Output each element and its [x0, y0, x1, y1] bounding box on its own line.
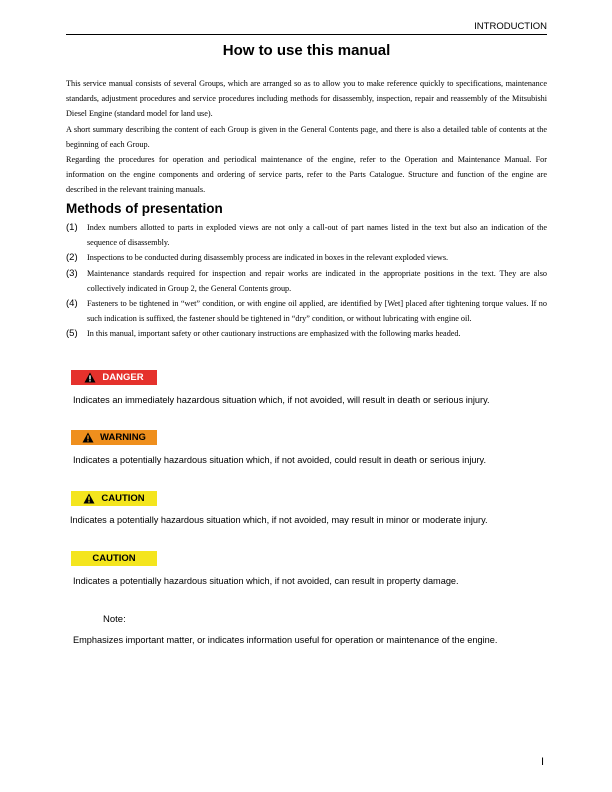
page-title: How to use this manual	[222, 42, 391, 59]
caution-label: CAUTION	[101, 493, 145, 504]
running-header: INTRODUCTION	[66, 20, 547, 35]
note-description: Emphasizes important matter, or indicates information useful for operation or maintenance of the engine.	[73, 635, 498, 645]
item-number: (4)	[66, 298, 78, 310]
intro-paragraph: Regarding the procedures for operation and periodical maintenance of the engine, refer to the Operation and Maintenance Manual. For information on the engine components and ordering of service parts, refer to the Parts Catalogue. Structure and function of the engine are described in the relevant training manuals.	[66, 155, 547, 195]
item-text: Inspections to be conducted during disassembly process are indicated in boxes in the relevant exploded views.	[87, 253, 449, 263]
note-heading: Note:	[103, 614, 126, 625]
methods-list	[66, 220, 547, 342]
warning-badge	[71, 430, 157, 445]
caution-property-description: Indicates a potentially hazardous situation which, if not avoided, can result in property damage.	[73, 576, 459, 586]
warning-label: WARNING	[100, 432, 146, 443]
danger-badge	[71, 370, 157, 385]
intro-paragraph: A short summary describing the content of each Group is given in the General Contents page, and there is also a detailed table of contents at the beginning of each Group.	[66, 124, 547, 149]
caution-property-badge	[71, 551, 157, 566]
page-number: I	[541, 756, 545, 768]
warning-triangle-icon	[84, 372, 96, 383]
item-number: (5)	[66, 328, 78, 340]
item-number: (2)	[66, 252, 78, 264]
item-text: In this manual, important safety or other cautionary instructions are emphasized with the following marks headed.	[87, 329, 461, 339]
list-item	[66, 250, 547, 265]
item-text: Index numbers allotted to parts in exploded views are not only a call-out of part names listed in the text but also an indication of the sequence of disassembly.	[87, 223, 547, 248]
item-number: (1)	[66, 222, 78, 233]
list-item	[66, 296, 547, 326]
item-number: (3)	[66, 267, 78, 279]
danger-description: Indicates an immediately hazardous situation which, if not avoided, will result in death or serious injury.	[73, 395, 490, 405]
item-text: Fasteners to be tightened in “wet” condition, or with engine oil applied, are identified by [Wet] placed after tightening torque values. If no such indication is suffixed, the fastener should be tightened in “dry” condition, or without lubricating with engine oil.	[87, 299, 547, 324]
item-text: Maintenance standards required for inspection and repair works are indicated in the appropriate positions in the text. They are also collectively indicated in Group 2, the General Contents group.	[87, 268, 547, 293]
warning-triangle-icon	[83, 493, 95, 504]
warning-triangle-icon	[82, 432, 94, 443]
warning-description: Indicates a potentially hazardous situation which, if not avoided, could result in death or serious injury.	[73, 455, 486, 465]
intro-text	[66, 76, 547, 198]
list-item	[66, 266, 547, 296]
caution-description: Indicates a potentially hazardous situation which, if not avoided, may result in minor or moderate injury.	[70, 515, 488, 525]
intro-paragraph: This service manual consists of several Groups, which are arranged so as to allow you to make reference quickly to specifications, maintenance standards, adjustment procedures and service procedures including methods for disassembly, inspection, repair and reassembly of the Mitsubishi Diesel Engine (standard model for land use).	[66, 79, 547, 119]
caution-badge	[71, 491, 157, 506]
list-item	[66, 220, 547, 250]
caution-property-label: CAUTION	[92, 553, 136, 564]
danger-label: DANGER	[102, 372, 144, 383]
list-item	[66, 326, 547, 341]
section-heading: Methods of presentation	[66, 201, 223, 216]
